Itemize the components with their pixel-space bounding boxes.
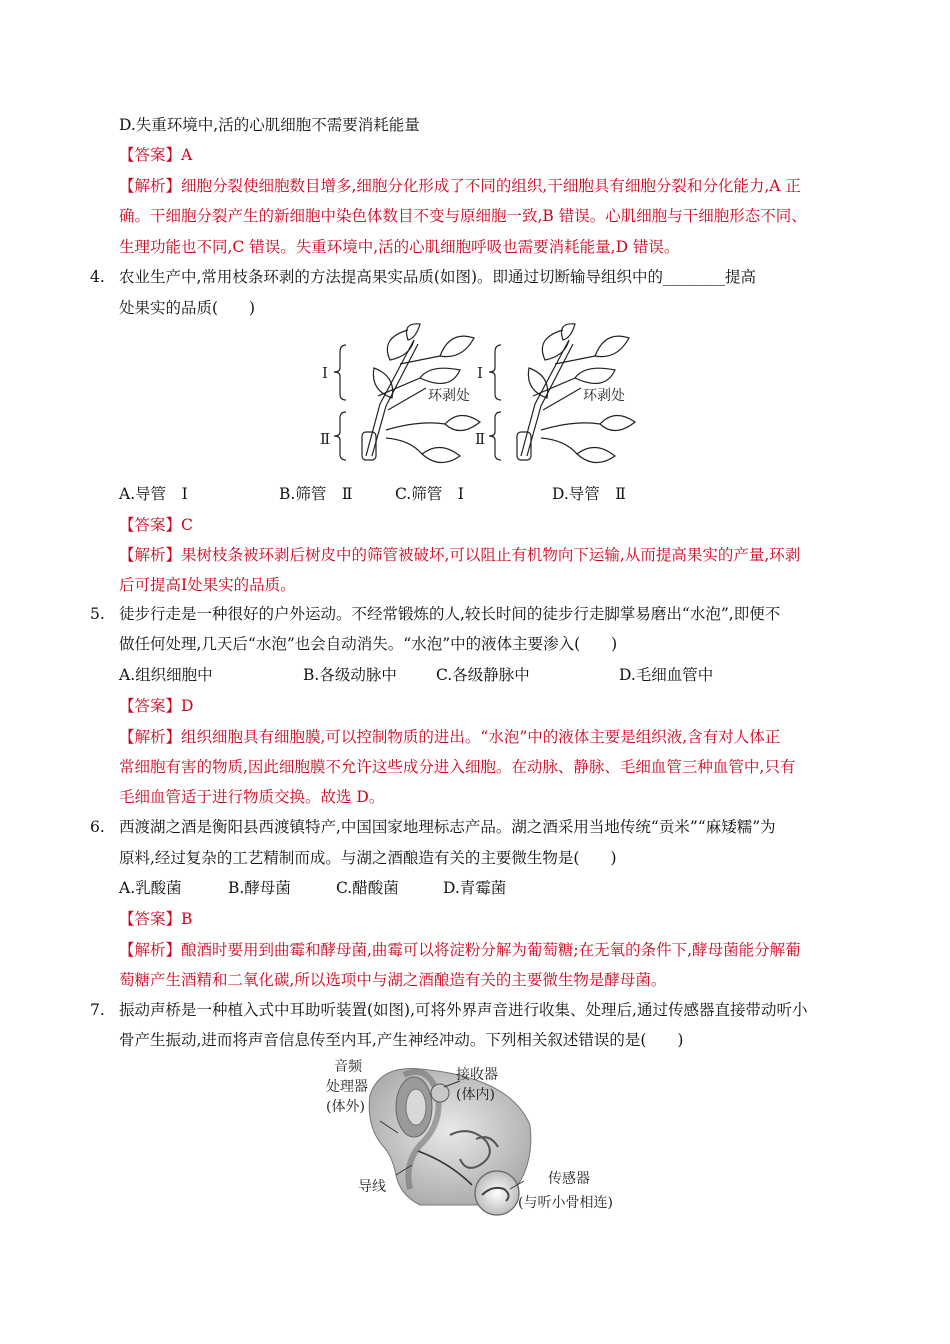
q6-option-b: B.酵母菌 [228, 879, 291, 897]
q4-option-d: D.导管 Ⅱ [552, 485, 626, 503]
q3-analysis-line1: 【解析】细胞分裂使细胞数目增多,细胞分化形成了不同的组织,干细胞具有细胞分裂和分化能力,A 正 [119, 177, 801, 195]
q7-label-processor-line2: 处理器 [326, 1079, 368, 1095]
q4-answer: 【答案】C [119, 516, 193, 534]
q6-number: 6. [90, 818, 105, 836]
ear-illustration [369, 1069, 531, 1215]
q5-option-a: A.组织细胞中 [119, 666, 213, 684]
q5-analysis-line3: 毛细血管适于进行物质交换。故选 D。 [119, 788, 385, 806]
q4-label-I-right: Ⅰ [477, 364, 483, 382]
q5-stem-line2: 做任何处理,几天后“水泡”也会自动消失。“水泡”中的液体主要渗入( ) [119, 635, 618, 653]
q5-number: 5. [90, 605, 105, 623]
q3-answer: 【答案】A [119, 146, 193, 164]
q7-label-processor-line3: (体外) [326, 1099, 365, 1115]
q4-option-c: C.筛管 Ⅰ [395, 485, 464, 503]
q4-label-I-left: Ⅰ [322, 364, 328, 382]
q4-stem-line1: 农业生产中,常用枝条环剥的方法提高果实品质(如图)。即通过切断输导组织中的________提高 [119, 268, 757, 286]
q6-analysis-line1: 【解析】酿酒时要用到曲霉和酵母菌,曲霉可以将淀粉分解为葡萄糖;在无氧的条件下,酵母菌能分解葡 [119, 941, 801, 959]
q7-stem-line2: 骨产生振动,进而将声音信息传至内耳,产生神经冲动。下列相关叙述错误的是( ) [119, 1031, 684, 1049]
q5-option-b: B.各级动脉中 [303, 666, 397, 684]
q5-option-d: D.毛细血管中 [619, 666, 714, 684]
q7-number: 7. [90, 1001, 105, 1019]
q4-number: 4. [90, 268, 105, 286]
q4-label-II-left: Ⅱ [320, 430, 331, 448]
q4-girdle-label-left: 环剥处 [428, 388, 470, 404]
q5-option-c: C.各级静脉中 [436, 666, 530, 684]
q6-option-c: C.醋酸菌 [336, 879, 399, 897]
q7-label-receiver-line2: (体内) [456, 1087, 495, 1103]
q4-girdling-figure [310, 320, 650, 475]
q5-analysis-line2: 常细胞有害的物质,因此细胞膜不允许这些成分进入细胞。在动脉、静脉、毛细血管三种血管中,只有 [119, 758, 796, 776]
q3-option-d: D.失重环境中,活的心肌细胞不需要消耗能量 [119, 116, 420, 134]
q6-stem-line2: 原料,经过复杂的工艺精制而成。与湖之酒酿造有关的主要微生物是( ) [119, 849, 617, 867]
q7-label-sensor-line1: 传感器 [548, 1171, 590, 1187]
q4-analysis-line2: 后可提高Ⅰ处果实的品质。 [119, 576, 296, 594]
q7-label-receiver-line1: 接收器 [456, 1067, 498, 1083]
q5-stem-line1: 徒步行走是一种很好的户外运动。不经常锻炼的人,较长时间的徒步行走脚掌易磨出“水泡”,即便不 [119, 605, 781, 623]
q4-stem-line2: 处果实的品质( ) [119, 299, 256, 317]
q6-stem-line1: 西渡湖之酒是衡阳县西渡镇特产,中国国家地理标志产品。湖之酒采用当地传统“贡米”“麻矮糯”为 [119, 818, 776, 836]
q7-label-processor-line1: 音频 [334, 1059, 362, 1075]
q6-answer: 【答案】B [119, 910, 193, 928]
q4-option-a: A.导管 Ⅰ [119, 485, 188, 503]
q4-option-b: B.筛管 Ⅱ [279, 485, 353, 503]
q3-analysis-line2: 确。干细胞分裂产生的新细胞中染色体数目不变与原细胞一致,B 错误。心肌细胞与干细胞形态不同、 [119, 207, 807, 225]
q5-analysis-line1: 【解析】组织细胞具有细胞膜,可以控制物质的进出。“水泡”中的液体主要是组织液,含有对人体正 [119, 728, 781, 746]
q7-ear-implant-figure [300, 1055, 640, 1225]
q7-stem-line1: 振动声桥是一种植入式中耳助听装置(如图),可将外界声音进行收集、处理后,通过传感器直接带动听小 [119, 1001, 808, 1019]
q4-label-II-right: Ⅱ [475, 430, 486, 448]
q3-analysis-line3: 生理功能也不同,C 错误。失重环境中,活的心肌细胞呼吸也需要消耗能量,D 错误。 [119, 238, 680, 256]
q6-option-a: A.乳酸菌 [119, 879, 182, 897]
q6-analysis-line2: 萄糖产生酒精和二氧化碳,所以选项中与湖之酒酿造有关的主要微生物是酵母菌。 [119, 971, 667, 989]
q7-label-sensor-line2: (与听小骨相连) [518, 1195, 613, 1211]
q4-analysis-line1: 【解析】果树枝条被环剥后树皮中的筛管被破坏,可以阻止有机物向下运输,从而提高果实的产量,环剥 [119, 546, 801, 564]
q5-answer: 【答案】D [119, 697, 194, 715]
q7-label-wire: 导线 [358, 1179, 386, 1195]
q4-girdle-label-right: 环剥处 [583, 388, 625, 404]
q6-option-d: D.青霉菌 [443, 879, 507, 897]
